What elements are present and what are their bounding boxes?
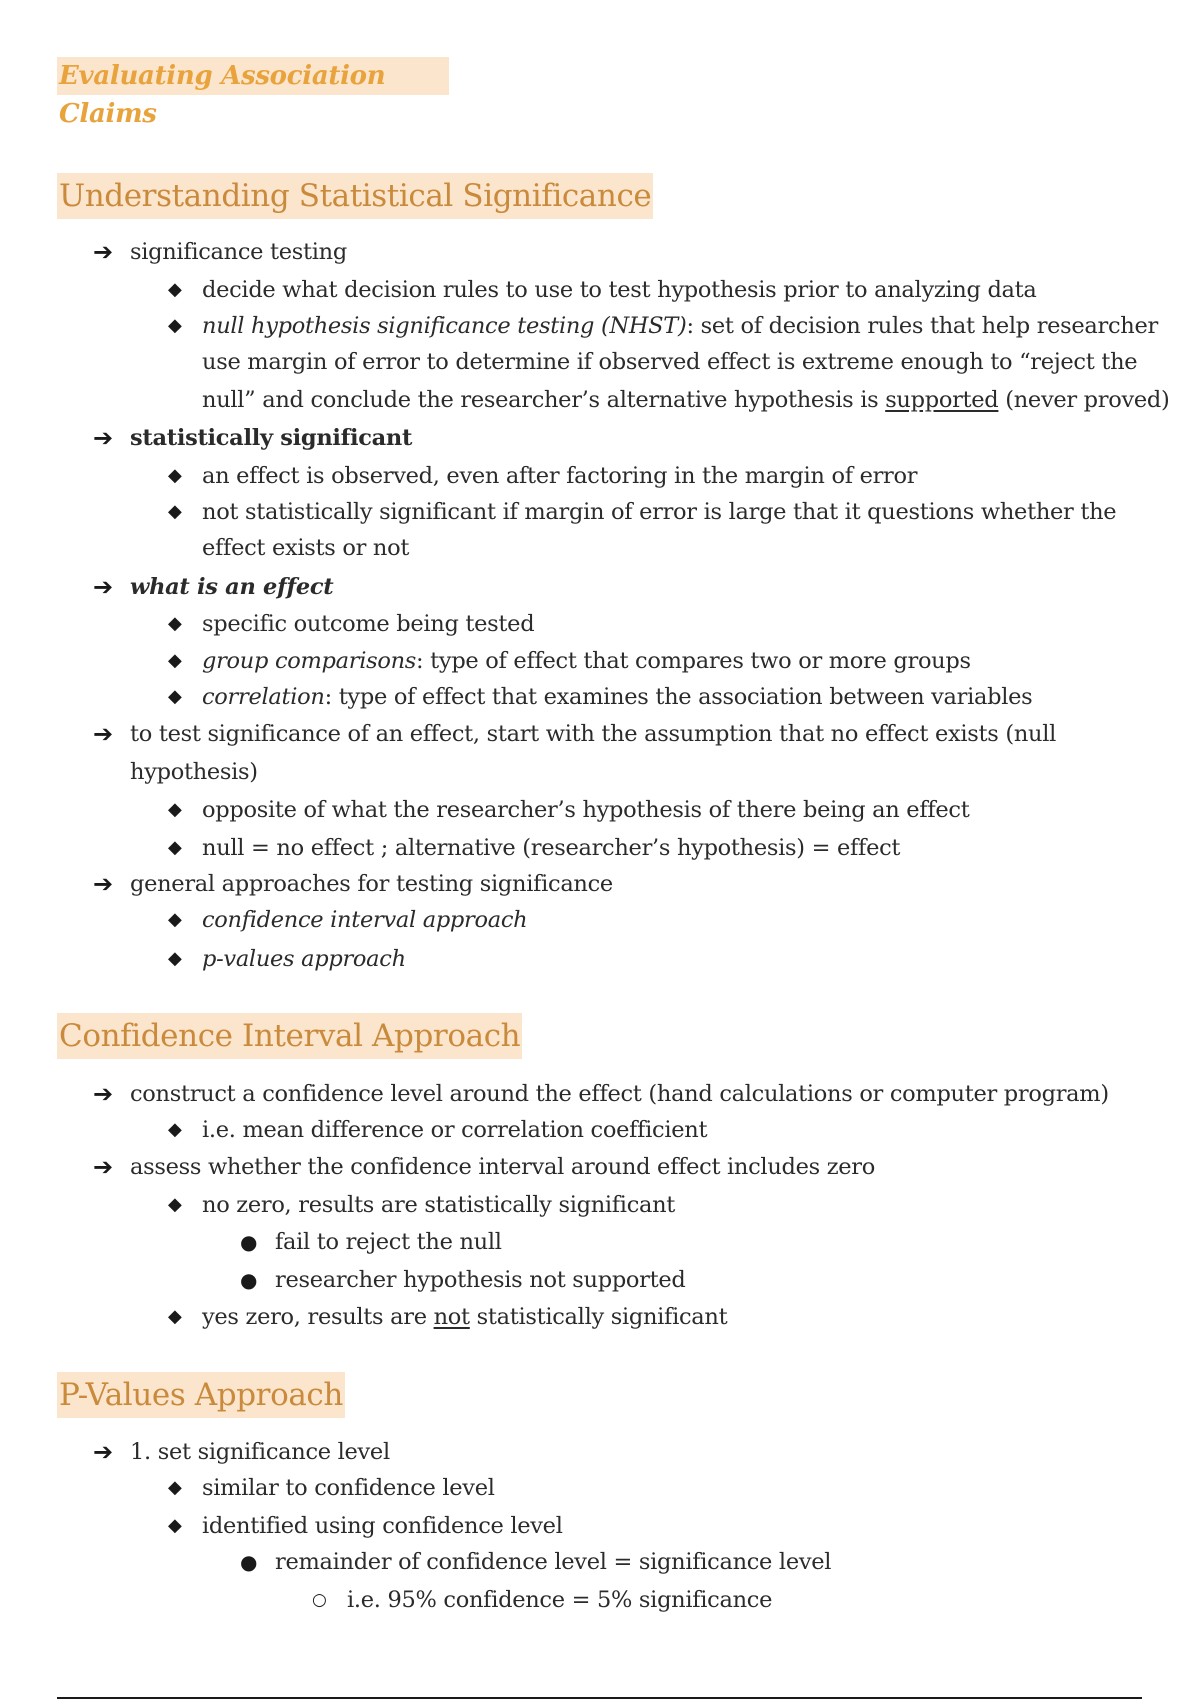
section-heading-statistical-significance: Understanding Statistical Significance xyxy=(57,173,653,219)
list-item: an effect is observed, even after factoring in the margin of error xyxy=(202,463,918,489)
list-item: statistically significant xyxy=(130,425,413,451)
diamond-bullet-icon: ◆ xyxy=(168,1194,182,1215)
list-item: 1. set significance level xyxy=(130,1439,390,1465)
list-item: significance testing xyxy=(130,239,347,265)
list-item: assess whether the confidence interval around effect includes zero xyxy=(130,1154,876,1180)
list-item: i.e. mean difference or correlation coefficient xyxy=(202,1117,708,1143)
diamond-bullet-icon: ◆ xyxy=(168,837,182,858)
page-divider xyxy=(57,1697,1142,1699)
list-item: construct a confidence level around the effect (hand calculations or computer program) xyxy=(130,1081,1109,1107)
diamond-bullet-icon: ◆ xyxy=(168,799,182,820)
list-item-continuation: null” and conclude the researcher’s alternative hypothesis is supported (never proved) xyxy=(202,387,1170,413)
list-item: no zero, results are statistically significant xyxy=(202,1192,676,1218)
diamond-bullet-icon: ◆ xyxy=(168,1477,182,1498)
diamond-bullet-icon: ◆ xyxy=(168,501,182,522)
list-item: remainder of confidence level = significance level xyxy=(275,1549,832,1575)
list-item: group comparisons: type of effect that compares two or more groups xyxy=(202,648,971,674)
section-heading-confidence-interval: Confidence Interval Approach xyxy=(57,1013,522,1059)
arrow-bullet-icon: ➔ xyxy=(93,1153,114,1181)
list-item: identified using confidence level xyxy=(202,1513,563,1539)
diamond-bullet-icon: ◆ xyxy=(168,1515,182,1536)
list-item: to test significance of an effect, start with the assumption that no effect exists (null xyxy=(130,721,1056,747)
section-heading-p-values: P-Values Approach xyxy=(57,1372,345,1418)
diamond-bullet-icon: ◆ xyxy=(168,1306,182,1327)
list-item-continuation: use margin of error to determine if observed effect is extreme enough to “reject the xyxy=(202,349,1138,375)
list-item: null hypothesis significance testing (NHST): set of decision rules that help researcher xyxy=(202,313,1158,339)
list-item: null = no effect ; alternative (researcher’s hypothesis) = effect xyxy=(202,835,901,861)
arrow-bullet-icon: ➔ xyxy=(93,1080,114,1108)
arrow-bullet-icon: ➔ xyxy=(93,1438,114,1466)
page-title: Evaluating Association Claims xyxy=(57,57,449,95)
dot-bullet-icon: ● xyxy=(240,1230,258,1254)
arrow-bullet-icon: ➔ xyxy=(93,238,114,266)
list-item: what is an effect xyxy=(130,574,334,600)
diamond-bullet-icon: ◆ xyxy=(168,1119,182,1140)
list-item: i.e. 95% confidence = 5% significance xyxy=(347,1587,773,1613)
list-item: opposite of what the researcher’s hypothesis of there being an effect xyxy=(202,797,970,823)
arrow-bullet-icon: ➔ xyxy=(93,870,114,898)
list-item: similar to confidence level xyxy=(202,1475,495,1501)
dot-bullet-icon: ● xyxy=(240,1268,258,1292)
list-item-continuation: effect exists or not xyxy=(202,535,410,561)
arrow-bullet-icon: ➔ xyxy=(93,720,114,748)
term-nhst: null hypothesis significance testing (NHST) xyxy=(202,313,687,339)
diamond-bullet-icon: ◆ xyxy=(168,279,182,300)
diamond-bullet-icon: ◆ xyxy=(168,686,182,707)
diamond-bullet-icon: ◆ xyxy=(168,909,182,930)
list-item: p-values approach xyxy=(202,946,406,972)
diamond-bullet-icon: ◆ xyxy=(168,465,182,486)
arrow-bullet-icon: ➔ xyxy=(93,573,114,601)
list-item: specific outcome being tested xyxy=(202,611,535,637)
list-item-continuation: hypothesis) xyxy=(130,759,258,785)
list-item: yes zero, results are not statistically significant xyxy=(202,1304,728,1330)
diamond-bullet-icon: ◆ xyxy=(168,315,182,336)
list-item: fail to reject the null xyxy=(275,1229,502,1255)
list-item: decide what decision rules to use to test hypothesis prior to analyzing data xyxy=(202,277,1037,303)
diamond-bullet-icon: ◆ xyxy=(168,613,182,634)
list-item: correlation: type of effect that examines the association between variables xyxy=(202,684,1033,710)
list-item: not statistically significant if margin of error is large that it questions whether the xyxy=(202,499,1117,525)
list-item: general approaches for testing significance xyxy=(130,871,613,897)
list-item: researcher hypothesis not supported xyxy=(275,1267,686,1293)
list-item: confidence interval approach xyxy=(202,907,528,933)
circle-bullet-icon: ○ xyxy=(312,1590,327,1610)
dot-bullet-icon: ● xyxy=(240,1550,258,1574)
diamond-bullet-icon: ◆ xyxy=(168,650,182,671)
arrow-bullet-icon: ➔ xyxy=(93,424,114,452)
diamond-bullet-icon: ◆ xyxy=(168,948,182,969)
